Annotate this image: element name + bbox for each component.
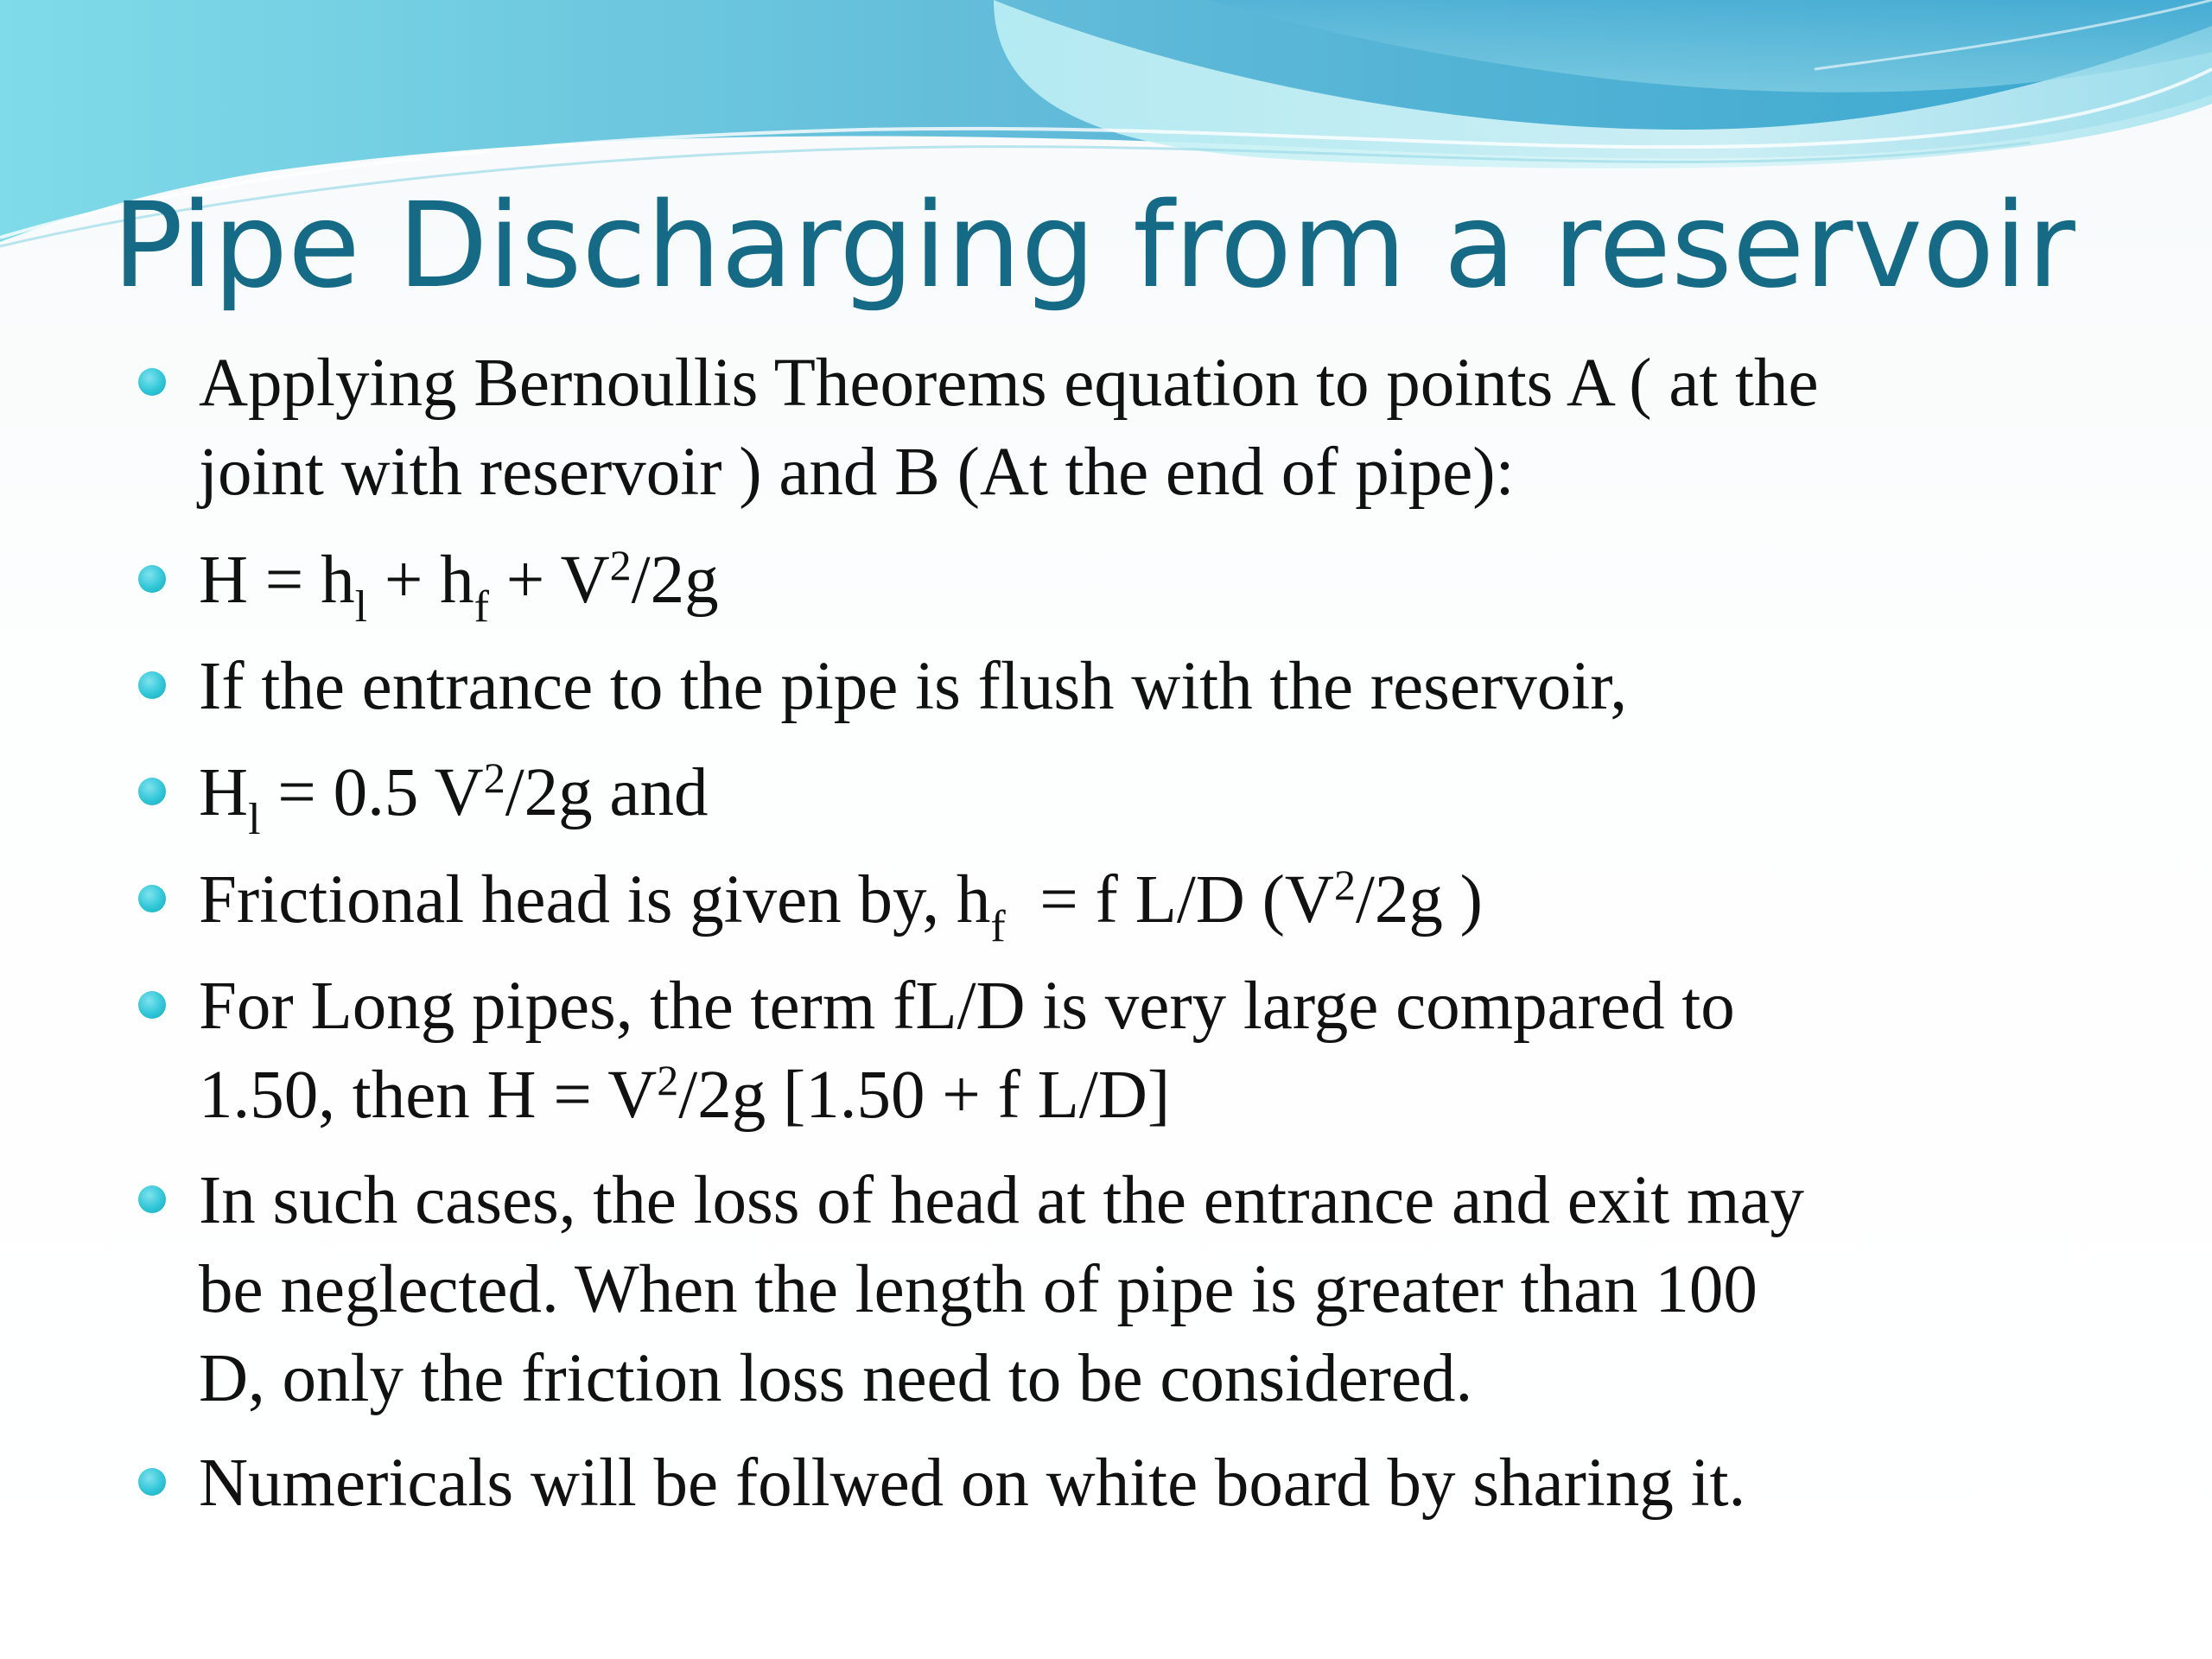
bullet-dot-icon — [138, 885, 166, 912]
bullet-dot-icon — [138, 671, 166, 699]
superscript-2: 2 — [657, 1056, 679, 1104]
bullet-long-pipes — [199, 962, 2143, 1140]
bullet-line: In such cases, the loss of head at the entrance and exit may — [199, 1163, 1805, 1238]
bullet-such-cases — [199, 1156, 2143, 1423]
bullet-line: Numericals will be follwed on white board by sharing it. — [199, 1446, 1746, 1521]
bullet-dot-icon — [138, 1185, 166, 1213]
subscript-l: l — [354, 582, 368, 632]
equation-h: $H = h_l + h_f + V^2/2g$ — [199, 541, 719, 632]
bullet-h-equation — [199, 536, 2143, 632]
bullet-numericals — [199, 1439, 2143, 1528]
equation-long-pipe: 1.50, then $H = V^2/2g$ [1.50 + f L/D] — [199, 1056, 1171, 1133]
bullet-dot-icon — [138, 1468, 166, 1496]
equation-hl: $H_l = 0.5$ $V^2/2g$ and — [199, 753, 709, 844]
slide-title: Pipe Discharging from a reservoir — [112, 178, 2075, 315]
bullet-applying-bernoulli — [199, 339, 2143, 517]
bullet-dot-icon — [138, 778, 166, 805]
subscript-f: f — [990, 902, 1006, 951]
subscript-f: f — [474, 582, 489, 632]
superscript-2: 2 — [609, 541, 632, 589]
bullet-line: If the entrance to the pipe is flush with the reservoir, — [199, 649, 1628, 724]
bullet-line: be neglected. When the length of pipe is greater than 100 — [199, 1252, 1758, 1327]
bullet-line: joint with reservoir ) and B (At the end of pipe): — [199, 435, 1515, 510]
bullet-line: For Long pipes, the term fL/D is very large compared to — [199, 969, 1735, 1044]
equation-hf: Frictional head is given by, $h_f = f$ L/D ($V^2/2g$ ) — [199, 861, 1483, 951]
bullet-frictional-head — [199, 855, 2143, 951]
bullet-hl-equation — [199, 748, 2143, 844]
subscript-l: l — [248, 795, 261, 844]
bullet-dot-icon — [138, 565, 166, 593]
superscript-2: 2 — [483, 753, 505, 802]
superscript-2: 2 — [1333, 861, 1356, 909]
bullet-line: D, only the friction loss need to be considered. — [199, 1341, 1473, 1416]
bullet-dot-icon — [138, 991, 166, 1019]
bullet-line: Applying Bernoullis Theorems equation to points A ( at the — [199, 346, 1819, 421]
bullet-dot-icon — [138, 368, 166, 396]
bullet-entrance-flush — [199, 642, 2143, 731]
